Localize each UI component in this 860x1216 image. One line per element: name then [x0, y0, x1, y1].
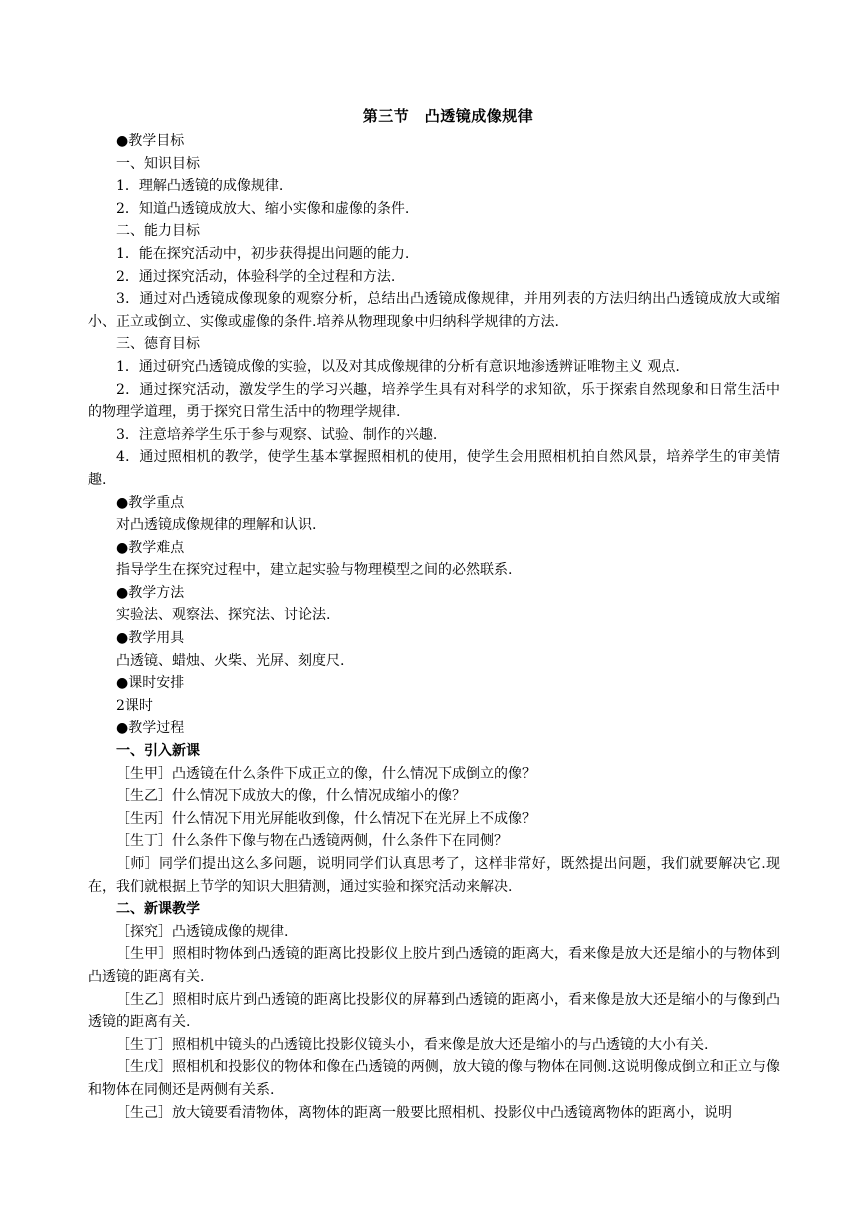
paragraph: 实验法、观察法、探究法、讨论法.	[116, 607, 331, 624]
paragraph: 2．通过探究活动，激发学生的学习兴趣，培养学生具有对科学的求知欲，乐于探索自然现象和日常生活中的物理学道理，勇于探究日常生活中的物理学规律.	[88, 381, 780, 421]
paragraph: ［生丁］照相机中镜头的凸透镜比投影仪镜头小，看来像是放大还是缩小的与凸透镜的大小有关.	[116, 1036, 709, 1053]
paragraph: 指导学生在探究过程中，建立起实验与物理模型之间的必然联系.	[116, 562, 513, 579]
paragraph: ［生甲］凸透镜在什么条件下成正立的像，什么情况下成倒立的像？	[116, 765, 536, 782]
paragraph: ●教学目标	[116, 133, 185, 149]
paragraph: ［生丙］什么情况下用光屏能收到像，什么情况下在光屏上不成像？	[116, 810, 536, 827]
document-page	[88, 104, 780, 1124]
paragraph: 1．通过研究凸透镜成像的实验，以及对其成像规律的分析有意识地渗透辨证唯物主义 观点.	[116, 358, 680, 375]
paragraph: 2．知道凸透镜成放大、缩小实像和虚像的条件.	[116, 200, 410, 217]
paragraph: ［生乙］什么情况下成放大的像，什么情况成缩小的像？	[116, 788, 466, 805]
document-body	[88, 130, 780, 1124]
paragraph: 1．能在探究活动中，初步获得提出问题的能力.	[116, 245, 410, 262]
paragraph: 一、知识目标	[116, 155, 200, 172]
paragraph: 二、新课教学	[116, 901, 200, 918]
paragraph: 2．通过探究活动，体验科学的全过程和方法.	[116, 268, 396, 285]
paragraph: 3．通过对凸透镜成像现象的观察分析，总结出凸透镜成像规律，并用列表的方法归纳出凸透镜成放大或缩小、正立或倒立、实像或虚像的条件.培养从物理现象中归纳科学规律的方法.	[88, 291, 780, 330]
paragraph: ［生乙］照相时底片到凸透镜的距离比投影仪的屏幕到凸透镜的距离小，看来像是放大还是缩小的与像到凸透镜的距离有关.	[88, 991, 780, 1031]
paragraph: ●教学用具	[116, 630, 185, 647]
paragraph: ●教学过程	[116, 720, 185, 737]
paragraph: ［生戊］照相机和投影仪的物体和像在凸透镜的两侧，放大镜的像与物体在同侧.这说明像成倒立和正立与像和物体在同侧还是两侧有关系.	[88, 1059, 780, 1098]
paragraph: 凸透镜、蜡烛、火柴、光屏、刻度尺.	[116, 652, 345, 669]
page-title: 第三节 凸透镜成像规律	[362, 107, 534, 125]
paragraph: ●教学难点	[116, 539, 185, 556]
paragraph: 3．注意培养学生乐于参与观察、试验、制作的兴趣.	[116, 426, 438, 443]
paragraph: 对凸透镜成像规律的理解和认识.	[116, 517, 317, 534]
paragraph: 1．理解凸透镜的成像规律.	[116, 178, 284, 195]
paragraph: 4．通过照相机的教学，使学生基本掌握照相机的使用，使学生会用照相机拍自然风景，培养学生的审美情趣.	[88, 449, 780, 488]
paragraph: ［生丁］什么条件下像与物在凸透镜两侧，什么条件下在同侧？	[116, 833, 508, 850]
paragraph: ［生己］放大镜要看清物体，离物体的距离一般要比照相机、投影仪中凸透镜离物体的距离小，说明	[116, 1104, 732, 1121]
paragraph: ［师］同学们提出这么多问题，说明同学们认真思考了，这样非常好，既然提出问题，我们就要解决它.现在，我们就根据上节学的知识大胆猜测，通过实验和探究活动来解决.	[88, 856, 780, 895]
paragraph: ●教学方法	[116, 584, 185, 601]
paragraph: 2课时	[116, 697, 153, 714]
paragraph: ●课时安排	[116, 675, 185, 692]
paragraph: 三、德育目标	[116, 336, 200, 353]
paragraph: 二、能力目标	[116, 223, 200, 240]
paragraph: ［探究］凸透镜成像的规律.	[116, 923, 289, 940]
paragraph: 一、引入新课	[116, 743, 200, 760]
paragraph: ●教学重点	[116, 494, 185, 511]
paragraph: ［生甲］照相时物体到凸透镜的距离比投影仪上胶片到凸透镜的距离大，看来像是放大还是缩小的与物体到凸透镜的距离有关.	[88, 946, 780, 985]
